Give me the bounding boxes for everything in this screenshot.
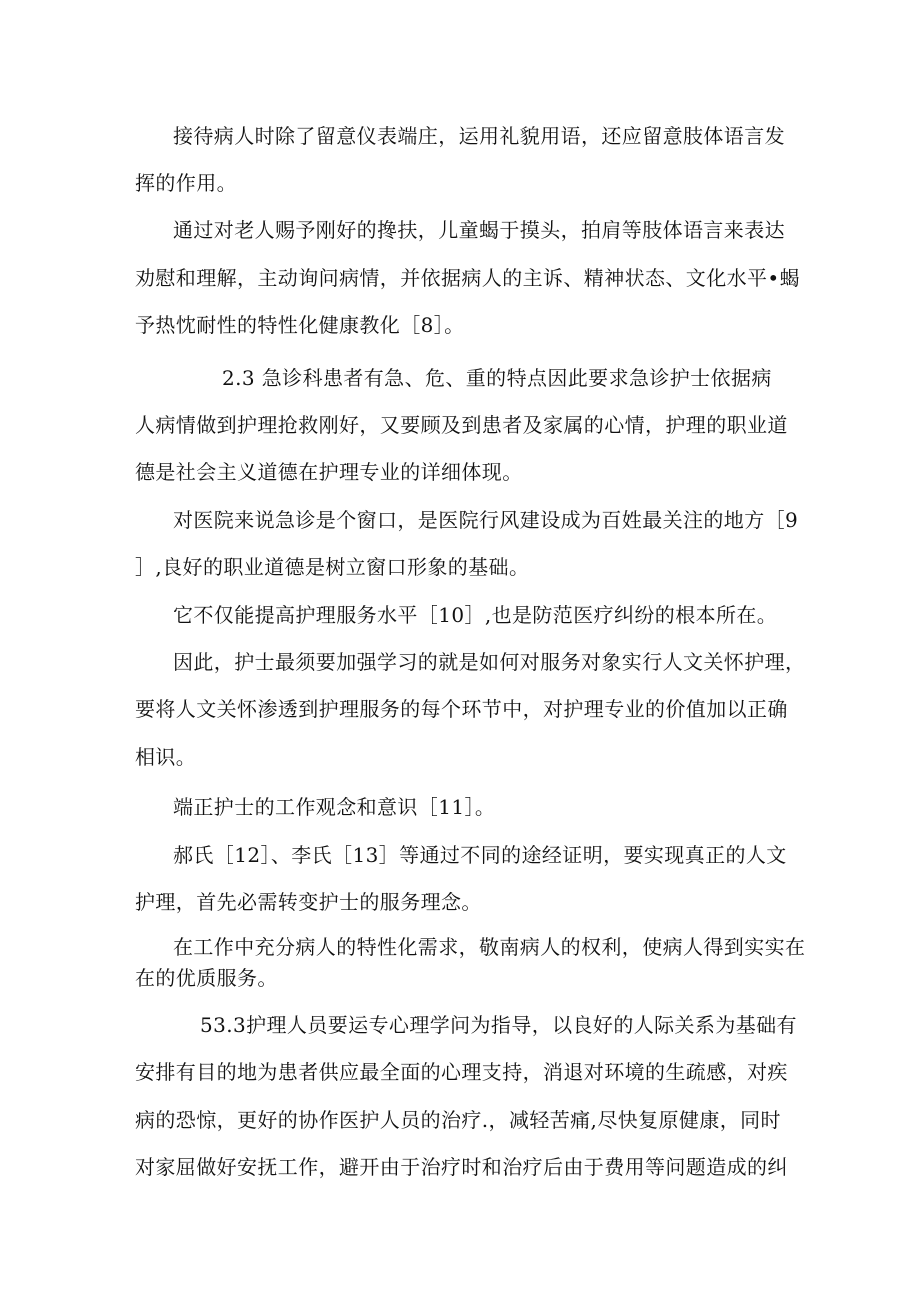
text-line: 劝慰和理解，主动询问病情，并依据病人的主诉、精神状态、文化水平•蝎 <box>135 266 800 290</box>
text-line: 德是社会主义道德在护理专业的详细体现。 <box>135 460 523 484</box>
text-line: 2.3 急诊科患者有急、危、重的特点因此要求急诊护士依据病 <box>222 366 772 390</box>
text-line: 郝氏［12］、李氏［13］等通过不同的途经证明，要实现真正的人文 <box>173 843 787 867</box>
text-line: 病的恐惊，更好的协作医护人员的治疗.，减轻苦痛,尽快复原健康，同时 <box>135 1108 781 1132</box>
text-line: 在的优质服务。 <box>135 966 278 990</box>
text-line: 要将人文关怀渗透到护理服务的每个环节中，对护理专业的价值加以正确 <box>135 697 788 721</box>
text-line: 人病情做到护理抢救刚好，又要顾及到患者及家属的心情，护理的职业道 <box>135 413 788 437</box>
text-line: 接待病人时除了留意仪表端庄，运用礼貌用语，还应留意肢体语言发 <box>173 124 785 148</box>
text-line: 它不仅能提高护理服务水平［10］,也是防范医疗纠纷的根本所在。 <box>173 603 778 627</box>
text-line: ］,良好的职业道德是树立窗口形象的基础。 <box>135 555 530 579</box>
text-line: 通过对老人赐予刚好的搀扶，儿童蝎于摸头，拍肩等肢体语言来表达 <box>173 218 785 242</box>
text-line: 对家屈做好安抚工作，避开由于治疗时和治疗后由于费用等问题造成的纠 <box>135 1155 788 1179</box>
text-line: 相识。 <box>135 745 197 769</box>
text-line: 安排有目的地为患者供应最全面的心理支持，消退对环境的生疏感，对疾 <box>135 1060 788 1084</box>
text-line: 在工作中充分病人的特性化需求，敬南病人的权利，使病人得到实实在 <box>173 935 806 959</box>
text-line: 对医院来说急诊是个窗口，是医院行风建设成为百姓最关注的地方［9 <box>173 508 799 532</box>
text-line: 53.3护理人员要运专心理学问为指导，以良好的人际关系为基础有 <box>200 1013 797 1037</box>
text-line: 挥的作用。 <box>135 171 237 195</box>
text-line: 护理，首先必需转变护士的服务理念。 <box>135 890 482 914</box>
text-line: 因此，护士最须要加强学习的就是如何对服务对象实行人文关怀护理， <box>173 650 806 674</box>
text-line: 端正护士的工作观念和意识［11］。 <box>173 795 496 819</box>
text-line: 予热忱耐性的特性化健康教化［8］。 <box>135 313 465 337</box>
